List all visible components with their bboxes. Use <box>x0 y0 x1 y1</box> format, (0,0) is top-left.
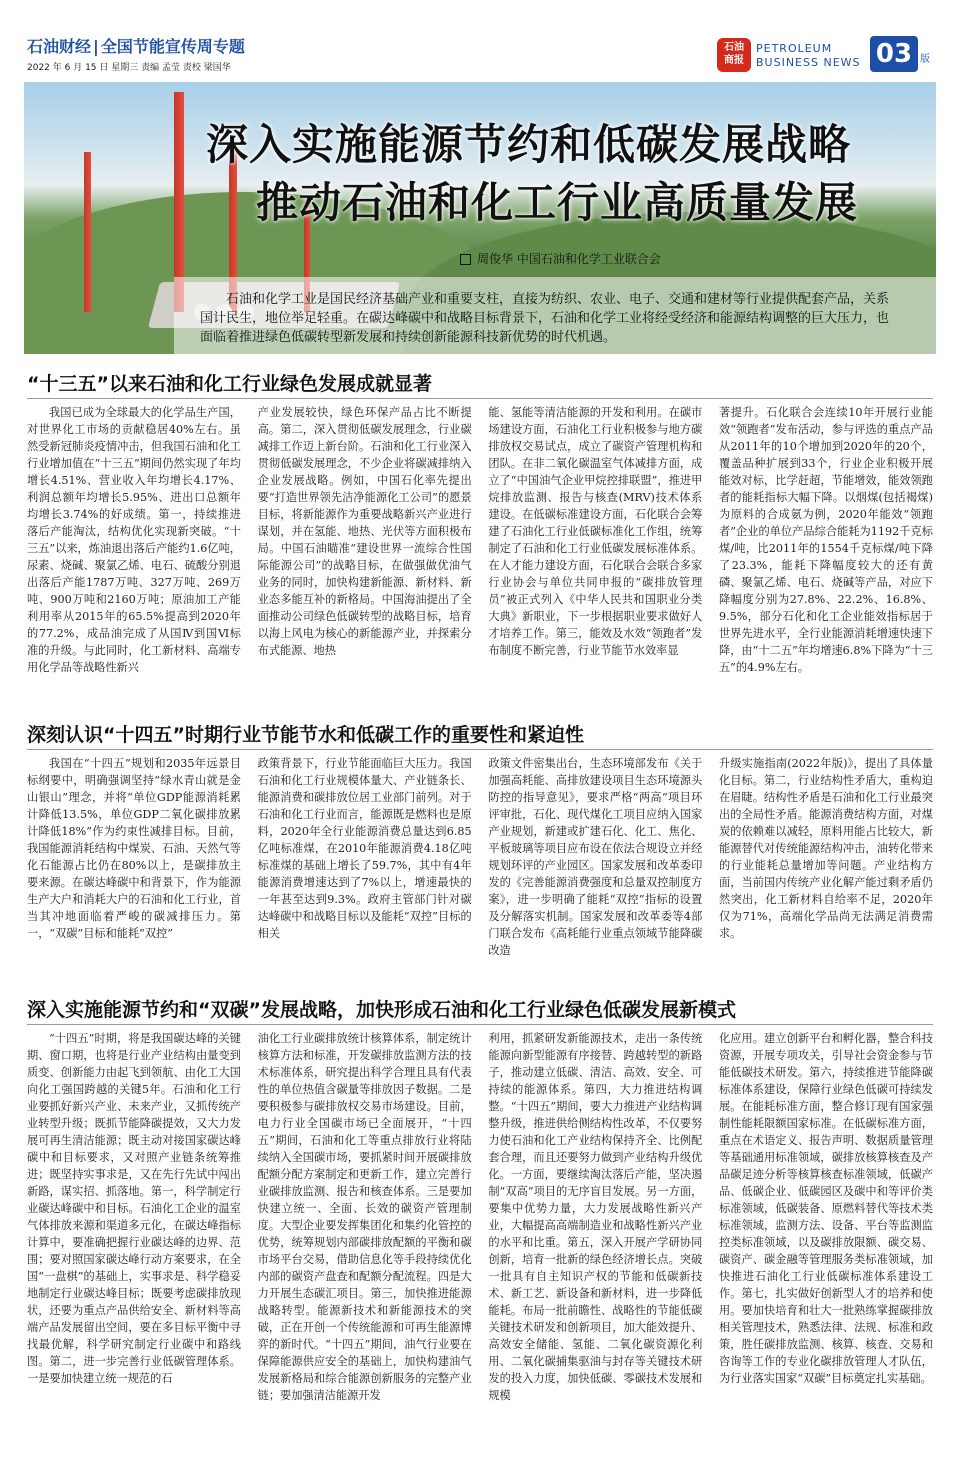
byline <box>460 250 661 267</box>
article-column <box>27 404 241 710</box>
byline-box-icon <box>460 254 471 265</box>
column-text: 我国在“十四五”规划和2035年远景目标纲要中，明确强调坚持“绿水青山就是金山银山”理念，并将“单位GDP能源消耗累计降低13.5%，单位GDP二氧化碳排放累计降低18%”作为约束性减排目标。目前，我国能源消耗结构中煤炭、石油、天然气等化石能源占比仍在80%以上，是碳排放主要来源。在碳达峰碳中和背景下，作为能源生产大户和消耗大户的石油和化工行业，首当其冲地面临着严峻的碳减排压力。第一，“双碳”目标和能耗“双控” <box>27 757 241 940</box>
brand-line-1: PETROLEUM <box>756 42 833 55</box>
column-text: 我国已成为全球最大的化学品生产国，对世界化工市场的贡献稳居40%左右。虽然受新冠肺炎疫情冲击，但我国石油和化工行业增加值在“十三五”期间仍然实现了年均增长4.51%、营业收入年均增长4.17%、利润总额年均增长5.95%、进出口总额年均增长3.74%的好成绩。第一，持续推进落后产能淘汰，结构优化实现新突破。“十三五”以来，炼油退出落后产能约1.6亿吨，尿素、烧碱、聚氯乙烯、电石、硫酸分别退出落后产能1787万吨、327万吨、269万吨、900万吨和2160万吨；原油加工产能利用率从2015年的65.5%提高到2020年的77.2%，成品油完成了从国Ⅳ到国Ⅵ标准的升级。与此同时，化工新材料、高端专用化学品等战略性新兴 <box>27 406 241 674</box>
article-column <box>258 404 472 710</box>
brand-line-2: BUSINESS NEWS <box>756 56 861 69</box>
article-column <box>258 755 472 985</box>
column-text: 利用，抓紧研发新能源技术，走出一条传统能源向新型能源有序接替、跨越转型的新路子，推动建立低碳、清洁、高效、安全、可持续的能源体系。第四，大力推进结构调整。“十四五”期间，要大力推进产业结构调整升级，推进供给侧结构性改革，不仅要努力使石油和化工产业结构保持齐全、比例配套合理，而且还要努力做到产业结构升级优化。一方面，要继续淘汰落后产能，坚决遏制“双高”项目的无序盲目发展。另一方面，要集中优势力量，大力发展战略性新兴产业，大幅提高高端制造业和战略性新兴产业的水平和比重。第五，深入开展产学研协同创新，培育一批新的绿色经济增长点。突破一批具有自主知识产权的节能和低碳新技术、新工艺、新设备和新材料，进一步降低能耗。布局一批前瞻性、战略性的节能低碳关键技术研发和创新项目，加大能效提升、高效安全储能、氢能、二氧化碳资源化利用、二氧化碳捕集驱油与封存等关键技术研发的投入力度，加快低碳、零碳技术发展和规模 <box>488 1032 703 1402</box>
article-column <box>719 1030 933 1464</box>
page-suffix: 版 <box>920 54 930 65</box>
column-text: 著提升。石化联合会连续10年开展行业能效“领跑者”发布活动，参与评选的重点产品从2011年的10个增加到2020年的20个，覆盖品种扩展到33个，行业企业积极开展能效对标，比学赶超，节能增效，能效领跑者的能耗指标大幅下降。以烟煤(包括褐煤)为原料的合成氨为例，2020年能效“领跑者”企业的单位产品综合能耗为1192千克标煤/吨，比2011年的1554千克标煤/吨下降了23.3%，能耗下降幅度较大的还有黄磷、聚氯乙烯、电石、烧碱等产品，对应下降幅度分别为27.8%、22.2%、16.8%、9.5%，部分石化和化工企业能效指标居于世界先进水平，全行业能源消耗增速快速下降，由“十二五”年均增速6.8%下降为“十三五”的4.9%左右。 <box>718 406 933 674</box>
section-name: 石油财经 <box>27 37 92 56</box>
article-columns <box>27 404 933 710</box>
article-column <box>27 1030 241 1464</box>
article-column <box>258 1030 472 1464</box>
byline-text: 周俊华 中国石油和化学工业联合会 <box>477 252 661 266</box>
lead-paragraph: 石油和化学工业是国民经济基础产业和重要支柱，直接为纺织、农业、电子、交通和建材等行业提供配套产品，关系国计民生，地位举足轻重。在碳达峰碳中和战略目标背景下，石油和化学工业将经受经济和能源结构调整的巨大压力，也面临着推进绿色低碳转型新发展和持续创新能源科技新优势的时代机遇。 <box>200 292 890 345</box>
section-heading: 深刻认识“十四五”时期行业节能节水和低碳工作的重要性和紧迫性 <box>27 724 584 746</box>
article-column <box>488 755 702 985</box>
column-text: 政策背景下，行业节能面临巨大压力。我国石油和化工行业规模体量大、产业链条长、能源消费和碳排放位居工业部门前列。对于石油和化工行业而言，能源既是燃料也是原料，2020年全行业能源消费总量达到6.85亿吨标准煤，在2010年能源消费4.18亿吨标准煤的基础上增长了59.7%，其中有4年能源消费增速达到了7%以上，增速最快的一年甚至达到9.3%。政府主管部门针对碳达峰碳中和战略目标以及能耗“双控”目标的相关 <box>257 757 472 940</box>
column-text: 油化工行业碳排放统计核算体系，制定统计核算方法和标准，开发碳排放监测方法的技术标准体系，研究提出科学合理且具有代表性的单位热值含碳量等排放因子数据。二是要积极参与碳排放权交易市场建设。目前，电力行业全国碳市场已全面展开，“十四五”期间，石油和化工等重点排放行业将陆续纳入全国碳市场，要抓紧时间开展碳排放配额分配方案制定和更新工作，建立完善行业碳排放监测、报告和核查体系。三是要加快建立统一、全面、长效的碳资产管理制度。大型企业要发挥集团化和集约化管控的优势，统筹规划内部碳排放配额的平衡和碳市场平台交易，借助信息化等手段持续优化内部的碳资产盘查和配额分配流程。四是大力开展生态碳汇项目。第三，加快推进能源战略转型。能源新技术和新能源技术的突破，正在开创一个传统能源和可再生能源博弈的新时代。“十四五”期间，油气行业要在保障能源供应安全的基础上，加快构建油气发展新格局和综合能源创新服务的完整产业链；要加强清洁能源开发 <box>257 1032 472 1402</box>
column-text: “十四五”时期，将是我国碳达峰的关键期、窗口期，也将是行业产业结构由量变到质变、创新能力由起飞到领航、由化工大国向化工强国跨越的关键5年。石油和化工行业要抓好新兴产业、未来产业，又抓传统产业转型升级；既抓节能降碳提效，又大力发展可再生清洁能源；既主动对接国家碳达峰碳中和目标要求，又对照产业链条统筹推进；既坚持实事求是，又在先行先试中闯出新路，谋实招、抓落地。第一，科学制定行业碳达峰碳中和目标。石油化工企业的温室气体排放来源和渠道多元化，在碳达峰指标计算中，要准确把握行业碳达峰的边界、范围；要对照国家碳达峰行动方案要求，在全国“一盘棋”的基础上，实事求是、科学稳妥地制定行业碳达峰目标；既要考虑碳排放现状，还要为重点产品供给安全、新材料等高端产品发展留出空间，要在多目标平衡中寻找最优解，科学研究制定行业碳中和路线图。第二，进一步完善行业低碳管理体系。一是要加快建立统一规范的石 <box>27 1032 241 1385</box>
logo-line-2: 商报 <box>724 55 744 66</box>
article-column <box>488 1030 702 1464</box>
article-columns <box>27 1030 933 1464</box>
section-topic: 全国节能宣传周专题 <box>100 37 245 56</box>
article-column <box>27 755 241 985</box>
article-column <box>488 404 702 710</box>
headline-line-2: 推动石油和化工行业高质量发展 <box>256 178 859 227</box>
column-text: 能、氢能等清洁能源的开发和利用。在碳市场建设方面，石油化工行业积极参与地方碳排放权交易试点，成立了碳资产管理机构和团队。在非二氧化碳温室气体减排方面，成立了“中国油气企业甲烷控排联盟”，推进甲烷排放监测、报告与核查(MRV)技术体系建设。在低碳标准建设方面，石化联合会筹建了石油化工行业低碳标准化工作组，统筹制定了石油和化工行业低碳发展标准体系。在人才能力建设方面，石化联合会联合多家行业协会与单位共同申报的“碳排放管理员”被正式列入《中华人民共和国职业分类大典》新职业，下一步根据职业要求做好人才培养工作。第三，能效及水效“领跑者”发布制度不断完善，行业节能节水效率显 <box>488 406 703 657</box>
section-heading: “十三五”以来石油和化工行业绿色发展成就显著 <box>27 373 432 395</box>
drilling-rig <box>84 152 91 312</box>
newspaper-logo <box>717 38 751 72</box>
article-columns <box>27 755 933 985</box>
section-title <box>27 34 245 57</box>
section-rule <box>27 398 933 399</box>
section-heading: 深入实施能源节约和“双碳”发展战略，加快形成石油和化工行业绿色低碳发展新模式 <box>27 999 736 1021</box>
article-column <box>719 404 933 710</box>
column-text: 政策文件密集出台，生态环境部发布《关于加强高耗能、高排放建设项目生态环境源头防控的指导意见》，要求严格“两高”项目环评审批，石化、现代煤化工项目应纳入国家产业规划，新建或扩建石化、化工、焦化、平板玻璃等项目应布设在依法合规设立并经规划环评的产业园区。国家发展和改革委印发的《完善能源消费强度和总量双控制度方案》，进一步明确了能耗“双控”指标的设置及分解落实机制。国家发展和改革委等4部门联合发布《高耗能行业重点领域节能降碳改造 <box>488 757 703 957</box>
dateline: 2022 年 6 月 15 日 星期三 责编 孟莹 责校 梁国华 <box>27 63 231 73</box>
brand-name <box>756 42 861 70</box>
title-divider: | <box>93 37 99 56</box>
section-rule <box>27 749 933 750</box>
page-number: 03 <box>870 36 918 72</box>
logo-line-1: 石油 <box>724 42 744 53</box>
hero-banner <box>24 82 936 354</box>
column-text: 产业发展较快，绿色环保产品占比不断提高。第二，深入贯彻低碳发展理念，行业碳减排工作迈上新台阶。石油和化工行业深入贯彻低碳发展理念，不少企业将碳减排纳入企业发展战略。例如，中国石化率先提出要“打造世界领先洁净能源化工公司”的愿景目标，将新能源作为重要战略新兴产业进行谋划，并在氢能、地热、光伏等方面积极布局。中国石油瞄准“建设世界一流综合性国际能源公司”的战略目标，在做强做优油气业务的同时，加快构建新能源、新材料、新业态多能互补的新格局。中国海油提出了全面推动公司绿色低碳转型的战略目标，培育以海上风电为核心的新能源产业，并探索分布式能源、地热 <box>257 406 472 657</box>
column-text: 化应用。建立创新平台和孵化器，整合科技资源，开展专项攻关，引导社会资金参与节能低碳技术研发。第六，持续推进节能降碳标准体系建设，保障行业绿色低碳可持续发展。在能耗标准方面，整合修订现有国家强制性能耗限额国家标准。在低碳标准方面，重点在术语定义、报告声明、数据质量管理等基础通用标准领域，碳排放核算核查及产品碳足迹分析等核算核查标准领域，低碳产品、低碳企业、低碳园区及碳中和等评价类标准领域，低碳装备、原燃料替代等技术类标准领域，监测方法、设备、平台等监测监控类标准领域，以及碳排放限额、碳交易、碳资产、碳金融等管理服务类标准领域，加快推进石油化工行业低碳标准体系建设工作。第七，扎实做好创新型人才的培养和使用。要加快培育和壮大一批熟练掌握碳排放相关管理技术，熟悉法律、法规、标准和政策，胜任碳排放监测、核算、核查、交易和咨询等工作的专业化碳排放管理人才队伍，为行业落实国家“双碳”目标奠定扎实基础。 <box>718 1032 933 1385</box>
headline-line-1: 深入实施能源节约和低碳发展战略 <box>206 120 852 169</box>
section-rule <box>27 1024 933 1025</box>
column-text: 升级实施指南(2022年版)》，提出了具体量化目标。第二，行业结构性矛盾大，重构迫在眉睫。结构性矛盾是石油和化工行业最突出的全局性矛盾。能源消费结构方面，对煤炭的依赖难以减轻，原料用能占比较大，新能源替代对传统能源结构冲击，油转化带来的行业能耗总量增加等问题。产业结构方面，当前国内传统产业化解产能过剩矛盾仍然突出，化工新材料自给率不足，2020年仅为71%，高端化学品尚无法满足消费需求。 <box>718 757 933 940</box>
masthead <box>0 0 959 80</box>
article-column <box>719 755 933 985</box>
